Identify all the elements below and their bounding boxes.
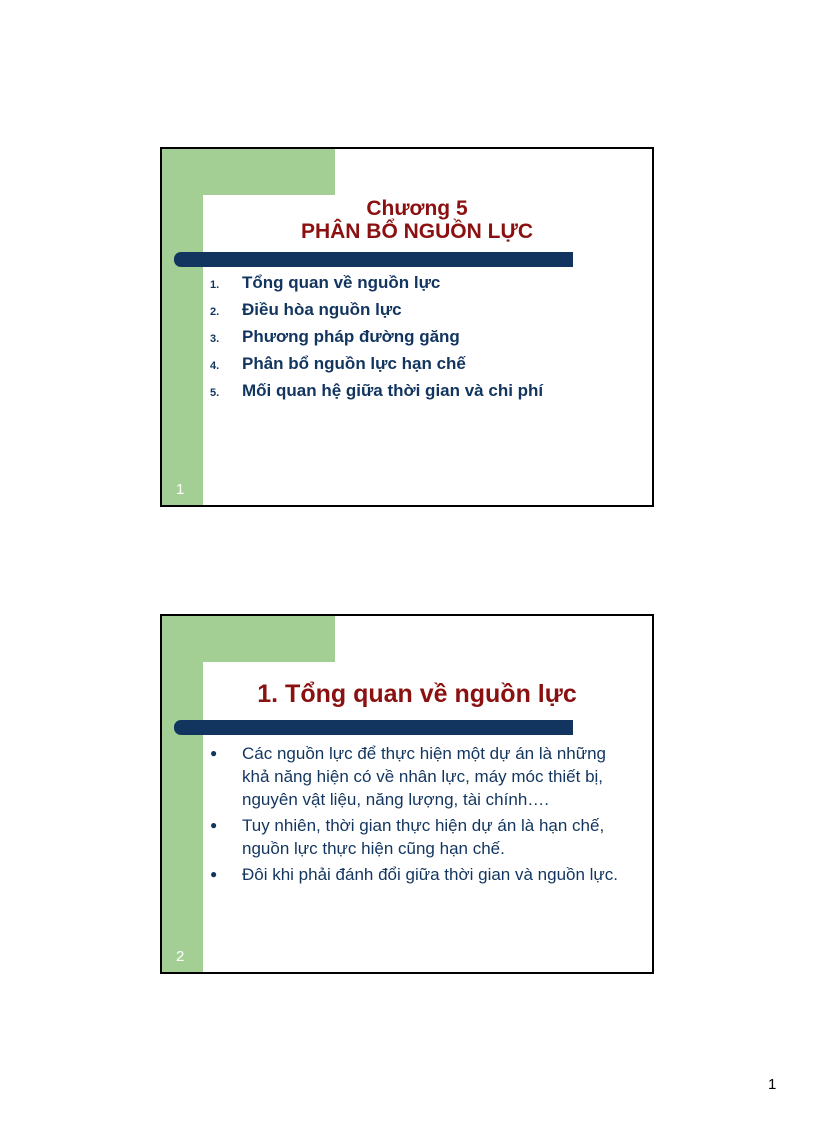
list-item bbox=[210, 273, 543, 300]
list-item bbox=[210, 300, 543, 327]
title-divider-bar bbox=[174, 720, 573, 735]
green-sidebar bbox=[162, 149, 203, 505]
item-label: Phân bổ nguồn lực hạn chế bbox=[242, 354, 466, 373]
item-label: Phương pháp đường găng bbox=[242, 327, 460, 346]
bullet-list bbox=[210, 742, 620, 889]
bullet-icon: ● bbox=[210, 867, 218, 881]
list-item bbox=[210, 327, 543, 354]
green-sidebar bbox=[162, 616, 203, 972]
list-item bbox=[210, 814, 620, 860]
green-header-block bbox=[162, 149, 335, 195]
bullet-text: Đôi khi phải đánh đổi giữa thời gian và nguồn lực. bbox=[242, 865, 619, 884]
title-line-1: Chương 5 bbox=[366, 197, 468, 220]
list-item bbox=[210, 863, 620, 886]
item-number: 2. bbox=[210, 306, 220, 318]
bullet-icon: ● bbox=[210, 746, 218, 760]
chapter-outline bbox=[210, 273, 543, 408]
green-header-block bbox=[162, 616, 335, 662]
item-number: 1. bbox=[210, 279, 220, 291]
slide-1 bbox=[160, 147, 654, 507]
item-number: 5. bbox=[210, 387, 220, 399]
item-label: Tổng quan về nguồn lực bbox=[242, 273, 441, 292]
list-item bbox=[210, 742, 620, 811]
item-number: 4. bbox=[210, 360, 220, 372]
item-label: Mối quan hệ giữa thời gian và chi phí bbox=[242, 381, 544, 400]
title-divider-bar bbox=[174, 252, 573, 267]
bullet-text: Các nguồn lực để thực hiện một dự án là những khả năng hiện có về nhân lực, máy móc thiết bị, nguyên vật liệu, năng lượng, tài chính…. bbox=[242, 744, 607, 809]
list-item bbox=[210, 381, 543, 408]
slide-number: 1 bbox=[176, 481, 185, 498]
item-number: 3. bbox=[210, 333, 220, 345]
bullet-icon: ● bbox=[210, 818, 218, 832]
slide-title: 1. Tổng quan về nguồn lực bbox=[257, 680, 577, 708]
slide-2 bbox=[160, 614, 654, 974]
item-label: Điều hòa nguồn lực bbox=[242, 300, 402, 319]
slide-number: 2 bbox=[176, 948, 185, 965]
slide-title bbox=[247, 197, 587, 243]
bullet-text: Tuy nhiên, thời gian thực hiện dự án là hạn chế, nguồn lực thực hiện cũng hạn chế. bbox=[242, 816, 605, 858]
list-item bbox=[210, 354, 543, 381]
page-number: 1 bbox=[768, 1076, 777, 1093]
title-line-2: PHÂN BỔ NGUỒN LỰC bbox=[300, 220, 534, 243]
